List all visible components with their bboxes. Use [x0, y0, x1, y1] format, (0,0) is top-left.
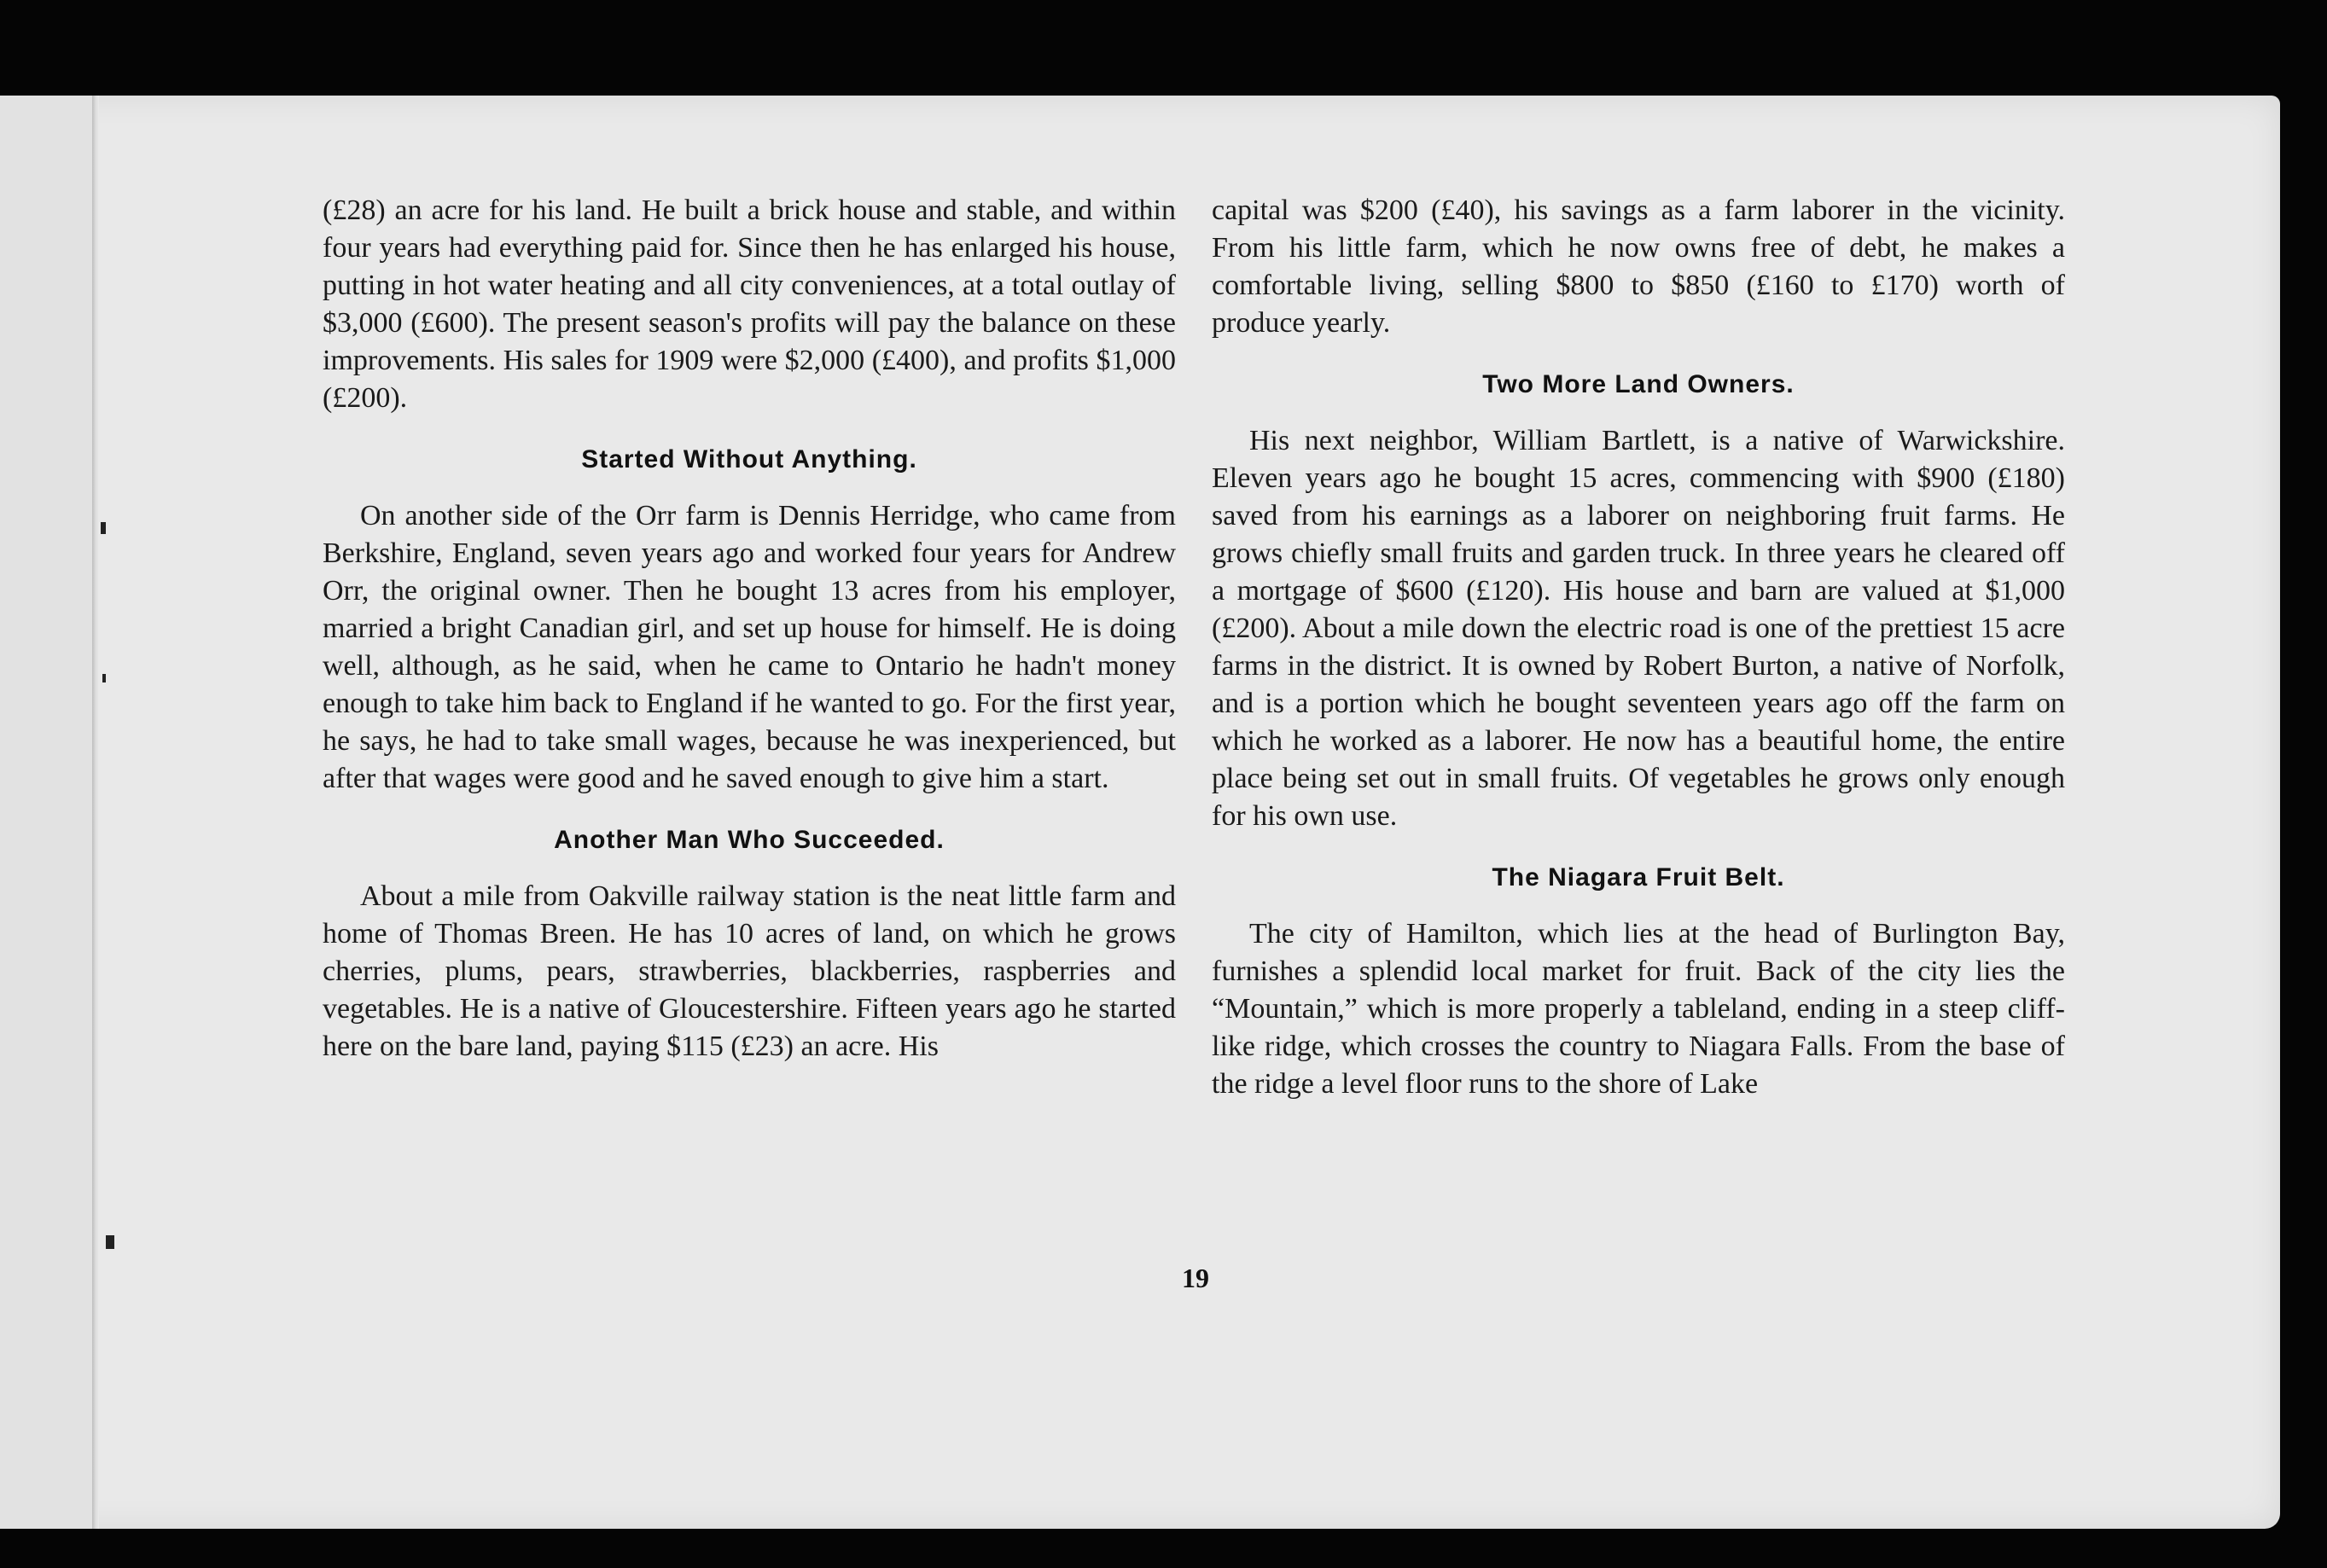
paragraph: capital was $200 (£40), his savings as a farm laborer in the vicinity. From his little farm, which he now owns free of debt, he makes a comfortable living, selling $800 to $850 (£160 to £170) worth of produce yearly. [1212, 195, 2065, 339]
paragraph: (£28) an acre for his land. He built a brick house and stable, and within four years had everything paid for. Since then he has enlarged his house, putting in hot water heating and all city conveniences, at a total outlay of $3,000 (£600). The present season's profits will pay the balance on these improvements. His sales for 1909 were $2,000 (£400), and profits $1,000 (£200). [323, 195, 1176, 414]
margin-mark [101, 522, 106, 534]
right-column [1212, 192, 2065, 1103]
section-heading: Started Without Anything. [581, 445, 917, 473]
section-heading: Two More Land Owners. [1482, 370, 1795, 398]
left-column [323, 192, 1176, 1066]
paragraph: On another side of the Orr farm is Dennis Herridge, who came from Berkshire, England, seven years ago and worked four years for Andrew Orr, the original owner. Then he bought 13 acres from his employer, married a bright Canadian girl, and set up house for himself. He is doing well, although, as he said, when he came to Ontario he hadn't money enough to take him back to England if he wanted to go. For the first year, he says, he had to take small wages, because he was inexperienced, but after that wages were good and he saved enough to give him a start. [323, 500, 1176, 794]
page-gutter [92, 96, 99, 1529]
page-number: 19 [1182, 1263, 1209, 1293]
left-page-edge [0, 96, 92, 1529]
section-heading: Another Man Who Succeeded. [554, 826, 945, 854]
paragraph: About a mile from Oakville railway station is the neat little farm and home of Thomas Breen. He has 10 acres of land, on which he grows cherries, plums, pears, strawberries, blackberries, raspberries and vegetables. He is a native of Gloucestershire. Fifteen years ago he started here on the bare land, paying $115 (£23) an acre. His [323, 880, 1176, 1062]
margin-mark [102, 674, 106, 682]
paragraph: His next neighbor, William Bartlett, is a native of Warwickshire. Eleven years ago he bought 15 acres, commencing with $900 (£180) saved from his earnings as a laborer on neighboring fruit farms. He grows chiefly small fruits and garden truck. In three years he cleared off a mortgage of $600 (£120). His house and barn are valued at $1,000 (£200). About a mile down the electric road is one of the prettiest 15 acre farms in the district. It is owned by Robert Burton, a native of Norfolk, and is a portion which he bought seventeen years ago off the farm on which he worked as a laborer. He now has a beautiful home, the entire place being set out in small fruits. Of vegetables he grows only enough for his own use. [1212, 425, 2065, 832]
paragraph: The city of Hamilton, which lies at the head of Burlington Bay, furnishes a splendid local market for fruit. Back of the city lies the “Mountain,” which is more properly a tableland, ending in a steep cliff-like ridge, which crosses the country to Niagara Falls. From the base of the ridge a level floor runs to the shore of Lake [1212, 918, 2065, 1100]
section-heading: The Niagara Fruit Belt. [1492, 863, 1785, 891]
margin-mark [106, 1235, 114, 1249]
